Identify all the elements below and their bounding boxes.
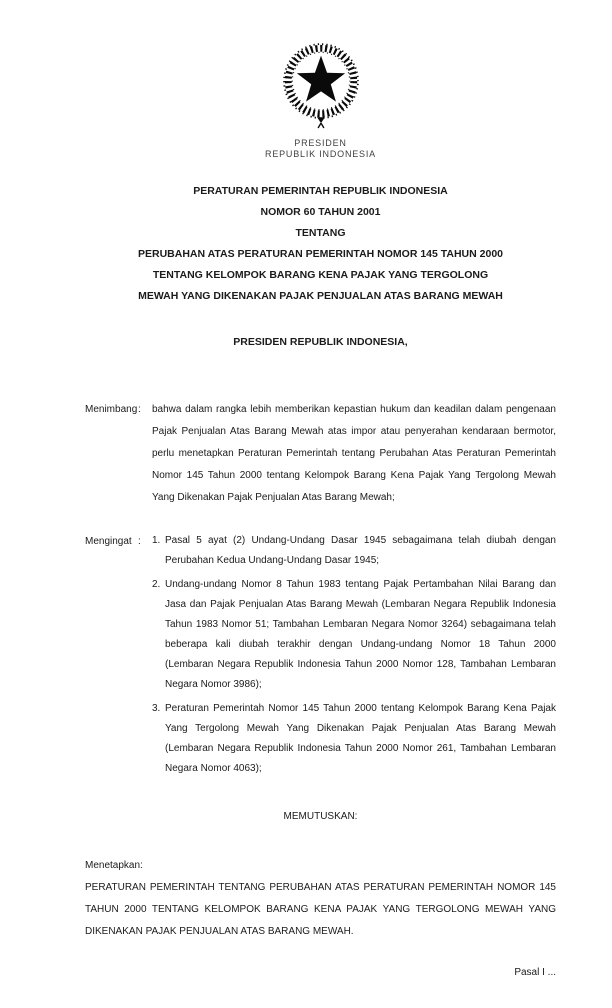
agency-name-line2: REPUBLIK INDONESIA	[265, 149, 376, 159]
mengingat-list	[152, 531, 556, 779]
section-mengingat	[85, 531, 556, 783]
list-item	[152, 699, 556, 779]
list-item-number: 1.	[152, 535, 161, 546]
agency-name-line1: PRESIDEN	[294, 138, 347, 148]
regulation-title	[85, 181, 556, 307]
decision-heading: MEMUTUSKAN:	[283, 811, 358, 822]
menimbang-paragraph: bahwa dalam rangka lebih memberikan kepastian hukum dan keadilan dalam pengenaan Pajak Penjualan Atas Barang Mewah atas impor atau penyerahan kendaraan bermotor, perlu menetapkan Peraturan Pemerintah tentang Perubahan Atas Peraturan Pemerintah Nomor 145 Tahun 2000 tentang Kelompok Barang Kena Pajak Yang Tergolong Mewah Yang Dikenakan Pajak Penjualan Atas Barang Mewah;	[152, 404, 556, 503]
presidential-star-wreath-emblem-icon	[277, 40, 365, 130]
list-item-number: 3.	[152, 703, 161, 714]
list-item-text: Undang-undang Nomor 8 Tahun 1983 tentang Pajak Pertambahan Nilai Barang dan Jasa dan Pajak Penjualan Atas Barang Mewah (Lembaran Negara Republik Indonesia Tahun 1983 Nomor 51; Tambahan Lembaran Negara Nomor 3264) sebagaimana telah beberapa kali diubah terakhir dengan Undang-undang Nomor 18 Tahun 2000 (Lembaran Negara Republik Indonesia Tahun 2000 Nomor 128, Tambahan Lembaran Negara Nomor 3986);	[165, 579, 556, 690]
title-line: PERATURAN PEMERINTAH REPUBLIK INDONESIA	[193, 185, 448, 197]
title-line: TENTANG	[295, 227, 346, 239]
section-menimbang	[85, 399, 556, 509]
list-item-text: Pasal 5 ayat (2) Undang-Undang Dasar 1945 sebagaimana telah diubah dengan Perubahan Kedua Undang-Undang Dasar 1945;	[165, 535, 556, 566]
list-item	[152, 531, 556, 571]
list-item-number: 2.	[152, 579, 161, 590]
title-line: TENTANG KELOMPOK BARANG KENA PAJAK YANG TERGOLONG	[152, 269, 489, 281]
title-line: MEWAH YANG DIKENAKAN PAJAK PENJUALAN ATAS BARANG MEWAH	[138, 290, 503, 302]
title-line: NOMOR 60 TAHUN 2001	[260, 206, 381, 218]
enacting-paragraph: PERATURAN PEMERINTAH TENTANG PERUBAHAN ATAS PERATURAN PEMERINTAH NOMOR 145 TAHUN 2000 TENTANG KELOMPOK BARANG KENA PAJAK YANG TERGOLONG MEWAH YANG DIKENAKAN PAJAK PENJUALAN ATAS BARANG MEWAH.	[85, 882, 556, 937]
salutation: PRESIDEN REPUBLIK INDONESIA,	[233, 336, 408, 348]
section-label-mengingat: Mengingat	[85, 536, 132, 547]
list-item	[152, 575, 556, 695]
page-continuation-marker: Pasal I ...	[514, 967, 556, 978]
section-colon: :	[138, 404, 141, 415]
section-colon: :	[138, 536, 141, 547]
letterhead	[85, 0, 556, 160]
title-line: PERUBAHAN ATAS PERATURAN PEMERINTAH NOMOR 145 TAHUN 2000	[137, 248, 503, 260]
list-item-text: Peraturan Pemerintah Nomor 145 Tahun 2000 tentang Kelompok Barang Kena Pajak Yang Tergolong Mewah Yang Dikenakan Pajak Penjualan Atas Barang Mewah (Lembaran Negara Republik Indonesia Tahun 2000 Nomor 261, Tambahan Lembaran Negara Nomor 4063);	[165, 703, 556, 774]
enacting-label: Menetapkan:	[85, 860, 143, 871]
section-label-menimbang: Menimbang	[85, 404, 138, 415]
